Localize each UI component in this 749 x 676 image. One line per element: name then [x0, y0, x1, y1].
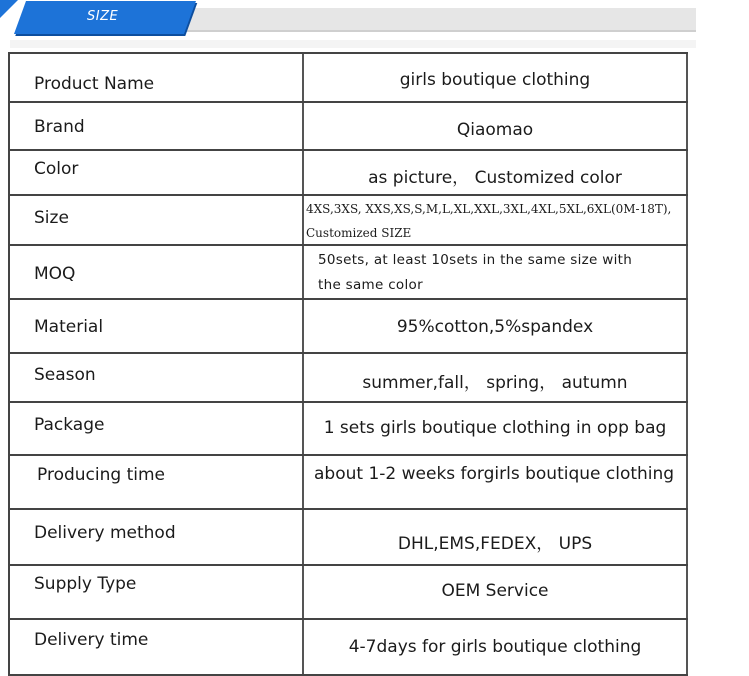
table-row-product-name: [8, 54, 688, 103]
table-row-delivery-time: [8, 620, 688, 676]
label-cell: [8, 456, 304, 508]
table-row-color: [8, 151, 688, 196]
row-value: as picture， Customized color: [368, 168, 622, 188]
label-cell: [8, 354, 304, 401]
table-row-season: [8, 354, 688, 403]
moq-value-line: the same color: [318, 277, 423, 293]
banner-corner-decoration: [0, 0, 18, 18]
table-row-moq: [8, 246, 688, 300]
banner-divider: [150, 30, 696, 32]
table-row-supply-type: [8, 566, 688, 620]
size-values-line: 4XS,3XS, XXS,XS,S,M,L,XL,XXL,3XL,4XL,5XL,6XL(0M-18T),: [306, 202, 672, 216]
table-row-package: [8, 403, 688, 456]
value-cell: [304, 246, 688, 298]
table-row-producing-time: [8, 456, 688, 510]
table-row-size: [8, 196, 688, 246]
value-cell: [304, 354, 688, 401]
row-label: Color: [34, 159, 79, 179]
label-cell: [8, 196, 304, 244]
row-value: 95%cotton,5%spandex: [396, 317, 594, 337]
row-label: Producing time: [37, 465, 165, 485]
row-label: Season: [34, 365, 96, 385]
row-label: MOQ: [34, 264, 76, 284]
value-cell: [304, 54, 688, 101]
value-cell: [304, 196, 688, 244]
spec-table: [8, 52, 688, 676]
value-cell: [304, 151, 688, 194]
row-label: Brand: [34, 117, 85, 137]
label-cell: [8, 566, 304, 618]
value-cell: [304, 510, 688, 564]
row-value: 4-7days for girls boutique clothing: [348, 637, 642, 657]
label-cell: [8, 246, 304, 298]
row-label: Material: [34, 317, 104, 337]
row-value: summer,fall， spring， autumn: [362, 373, 628, 393]
section-header-banner: [0, 0, 749, 34]
value-cell: [304, 300, 688, 352]
row-value: Qiaomao: [456, 120, 534, 140]
value-cell: [304, 403, 688, 454]
table-row-delivery-method: [8, 510, 688, 566]
value-cell: [304, 103, 688, 149]
row-value: 1 sets girls boutique clothing in opp bag: [323, 418, 667, 438]
row-label: Product Name: [34, 74, 155, 94]
row-label: Supply Type: [34, 574, 137, 594]
table-row-material: [8, 300, 688, 354]
row-label: Delivery time: [34, 630, 149, 650]
row-label: Package: [34, 415, 105, 435]
row-value: about 1-2 weeks forgirls boutique clothing: [314, 464, 675, 484]
row-value: girls boutique clothing: [399, 70, 591, 90]
row-label: Size: [34, 208, 69, 228]
value-cell: [304, 456, 688, 508]
value-cell: [304, 566, 688, 618]
size-values-line: Customized SIZE: [306, 226, 412, 240]
row-value: OEM Service: [441, 581, 549, 601]
section-title: SIZE: [87, 9, 119, 24]
label-cell: [8, 151, 304, 194]
row-label: Delivery method: [34, 523, 176, 543]
label-cell: [8, 620, 304, 674]
label-cell: [8, 510, 304, 564]
label-cell: [8, 103, 304, 149]
value-cell: [304, 620, 688, 674]
label-cell: [8, 403, 304, 454]
banner-shadow: [10, 40, 696, 48]
table-row-brand: [8, 103, 688, 151]
banner-bar: [150, 8, 696, 30]
moq-value-line: 50sets, at least 10sets in the same size with: [318, 252, 633, 268]
label-cell: [8, 54, 304, 101]
row-value: DHL,EMS,FEDEX， UPS: [397, 534, 593, 554]
label-cell: [8, 300, 304, 352]
